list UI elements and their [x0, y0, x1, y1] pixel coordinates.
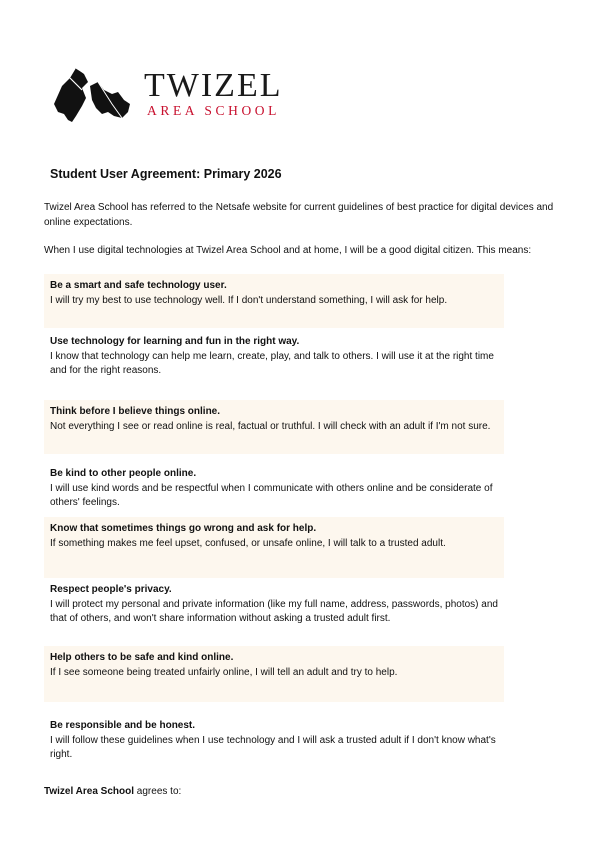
school-name: Twizel Area School — [44, 786, 135, 797]
agreement-body: I will follow these guidelines when I use technology and I will ask a trusted adult if I don't know what's right. — [50, 734, 496, 760]
agreement-item — [44, 400, 504, 454]
agrees-text: agrees to: — [134, 786, 182, 797]
agreement-item — [44, 714, 504, 770]
page-title: Student User Agreement: Primary 2026 — [50, 167, 282, 181]
agreement-heading: Use technology for learning and fun in the right way. — [50, 336, 300, 347]
agreement-item — [44, 330, 504, 392]
agreement-heading: Know that sometimes things go wrong and ask for help. — [50, 523, 317, 534]
school-logo — [52, 64, 302, 134]
agreement-body: I will try my best to use technology well. If I don't understand something, I will ask for help. — [50, 294, 448, 306]
agreement-heading: Respect people's privacy. — [50, 584, 172, 595]
agreement-heading: Be responsible and be honest. — [50, 720, 196, 731]
agreement-item — [44, 578, 504, 640]
agreement-item — [44, 274, 504, 328]
logo-subtitle: AREA SCHOOL — [147, 103, 280, 118]
agreement-body: I will protect my personal and private information (like my full name, address, passwords, photos) and that of others, and won't share information without asking a trusted adult first. — [50, 598, 498, 624]
agreement-heading: Be a smart and safe technology user. — [50, 280, 227, 291]
agreement-body: If I see someone being treated unfairly online, I will tell an adult and try to help. — [50, 666, 398, 678]
agreement-heading: Help others to be safe and kind online. — [50, 652, 234, 663]
intro-paragraph: When I use digital technologies at Twizel Area School and at home, I will be a good digital citizen. This means: — [44, 245, 532, 256]
agreement-body: I will use kind words and be respectful when I communicate with others online and be considerate of others' feelings. — [50, 482, 493, 508]
agreement-item — [44, 517, 504, 579]
intro-paragraph: Twizel Area School has referred to the Netsafe website for current guidelines of best practice for digital devices and online expectations. — [44, 202, 554, 228]
agreement-body: Not everything I see or read online is real, factual or truthful. I will check with an adult if I'm not sure. — [50, 420, 491, 432]
agreement-heading: Be kind to other people online. — [50, 468, 197, 479]
school-agrees-line — [44, 786, 181, 797]
logo-name: TWIZEL — [144, 67, 283, 104]
mountain-emblem-icon — [52, 64, 142, 134]
agreement-item — [44, 462, 504, 514]
agreement-heading: Think before I believe things online. — [50, 406, 221, 417]
agreement-item — [44, 646, 504, 702]
agreement-body: If something makes me feel upset, confused, or unsafe online, I will talk to a trusted adult. — [50, 537, 446, 549]
agreement-body: I know that technology can help me learn, create, play, and talk to others. I will use it at the right time and for the right reasons. — [50, 350, 494, 376]
